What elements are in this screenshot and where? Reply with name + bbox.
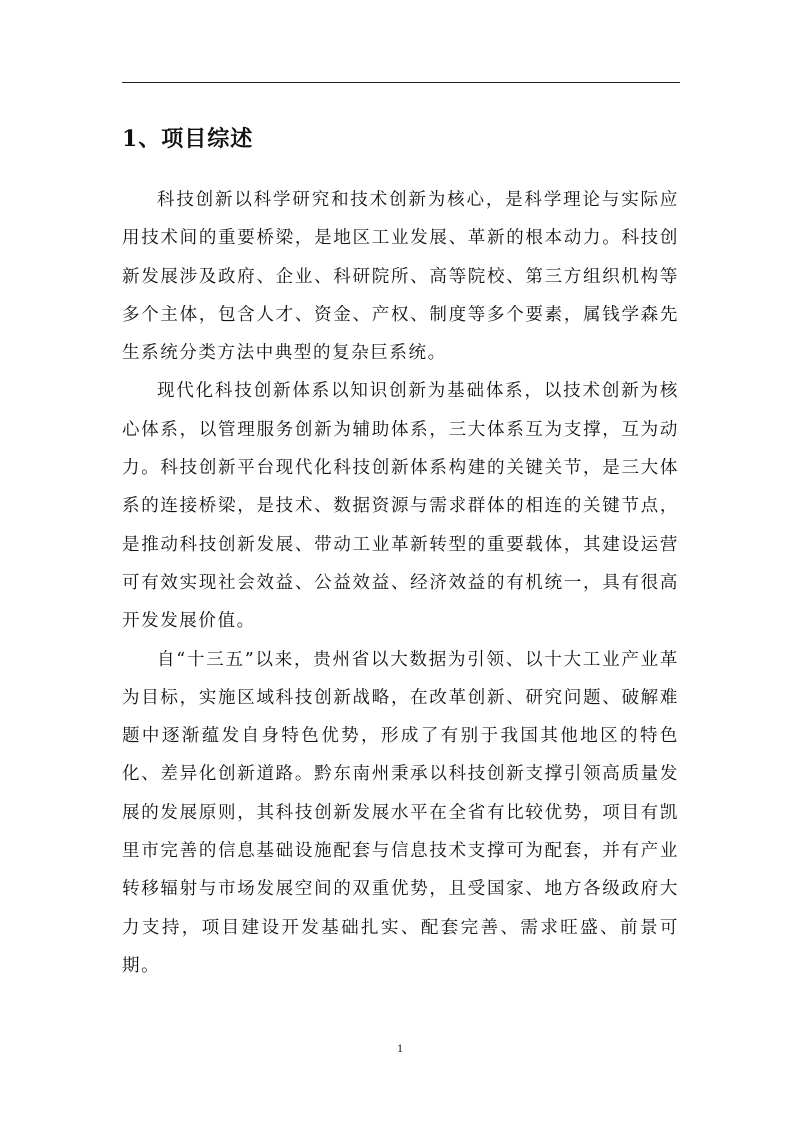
paragraph: 现代化科技创新体系以知识创新为基础体系，以技术创新为核心体系，以管理服务创新为辅助体系，三大体系互为支撑，互为动力。科技创新平台现代化科技创新体系构建的关键关节，是三大体系的连接桥梁，是技术、数据资源与需求群体的相连的关键节点，是推动科技创新发展、带动工业革新转型的重要载体，其建设运营可有效实现社会效益、公益效益、经济效益的有机统一，具有很高开发发展价值。 (122, 381, 679, 632)
header-rule (122, 82, 680, 83)
paragraph: 科技创新以科学研究和技术创新为核心，是科学理论与实际应用技术间的重要桥梁，是地区工业发展、革新的根本动力。科技创新发展涉及政府、企业、科研院所、高等院校、第三方组织机构等多个主体，包含人才、资金、产权、制度等多个要素，属钱学森先生系统分类方法中典型的复杂巨系统。 (122, 190, 679, 364)
page-number: 1 (397, 1041, 403, 1055)
body-text (122, 181, 679, 985)
section-title: 1、项目综述 (122, 126, 254, 152)
paragraph: 自“十三五”以来，贵州省以大数据为引领、以十大工业产业革为目标，实施区域科技创新战略，在改革创新、研究问题、破解难题中逐渐蕴发自身特色优势，形成了有别于我国其他地区的特色化、差异化创新道路。黔东南州秉承以科技创新支撑引领高质量发展的发展原则，其科技创新发展水平在全省有比较优势，项目有凯里市完善的信息基础设施配套与信息技术支撑可为配套，并有产业转移辐射与市场发展空间的双重优势，且受国家、地方各级政府大力支持，项目建设开发基础扎实、配套完善、需求旺盛、前景可期。 (122, 649, 679, 976)
